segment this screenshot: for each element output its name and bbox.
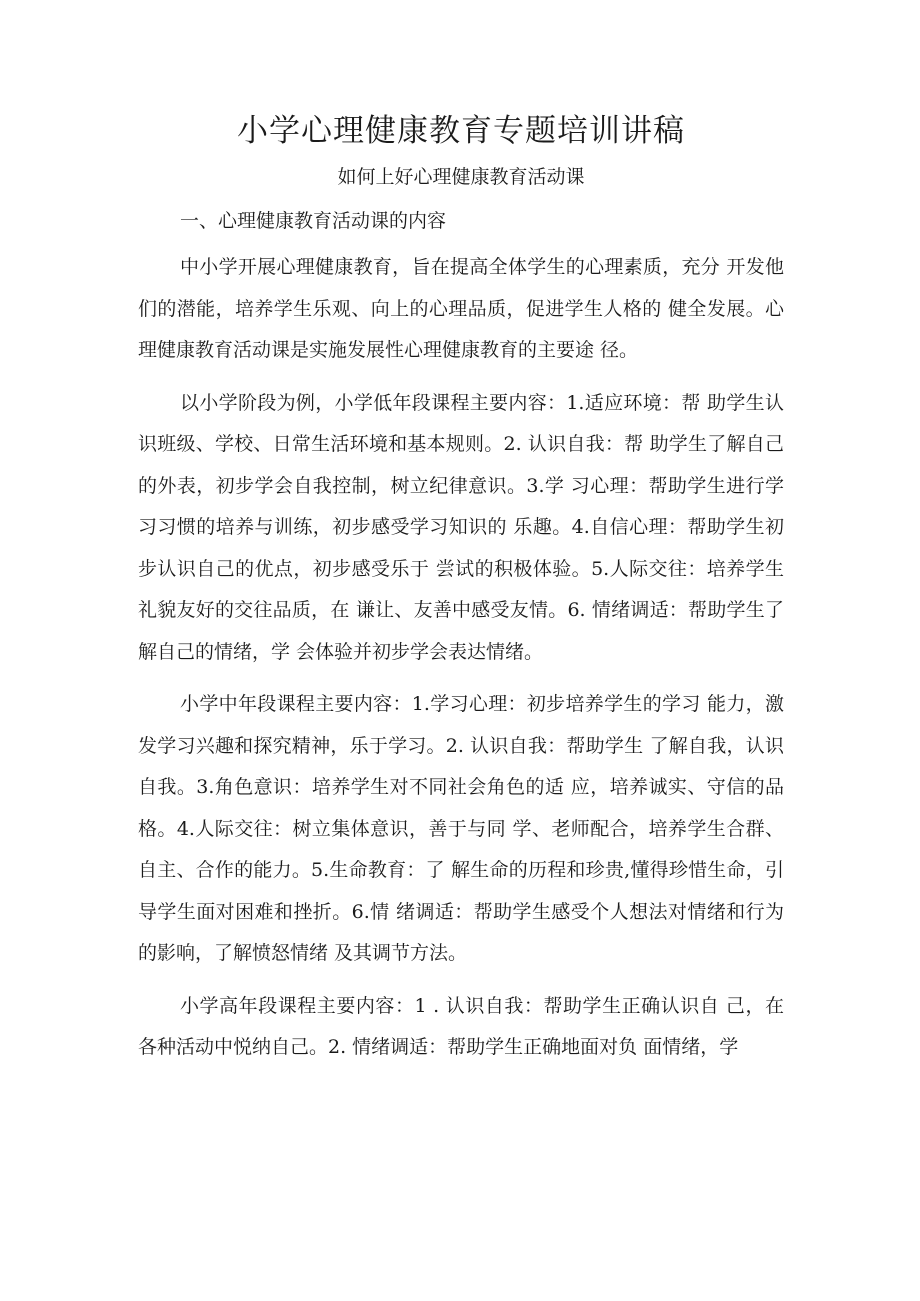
paragraph-intro: 中小学开展心理健康教育，旨在提高全体学生的心理素质，充分 开发他们的潜能，培养学生乐观、向上的心理品质，促进学生人格的 健全发展。心理健康教育活动课是实施发展性心理健康教育的主要途 径。 bbox=[138, 256, 784, 361]
document-title: 小学心理健康教育专题培训讲稿 bbox=[237, 113, 685, 149]
paragraph-lower-grade: 以小学阶段为例，小学低年段课程主要内容：1.适应环境：帮 助学生认识班级、学校、日常生活环境和基本规则。2. 认识自我：帮 助学生了解自己的外表，初步学会自我控制，树立纪律意识。3.学 习心理：帮助学生进行学习习惯的培养与训练，初步感受学习知识的 乐趣。4.自信心理：帮助学生初步认识自己的优点，初步感受乐于 尝试的积极体验。5.人际交往：培养学生礼貌友好的交往品质，在 谦让、友善中感受友情。6. 情绪调适：帮助学生了解自己的情绪，学 会体验并初步学会表达情绪。 bbox=[138, 391, 784, 663]
paragraph-middle-grade: 小学中年段课程主要内容：1.学习心理：初步培养学生的学习 能力，激发学习兴趣和探究精神，乐于学习。2. 认识自我：帮助学生 了解自我，认识自我。3.角色意识：培养学生对不同社会角色的适 应，培养诚实、守信的品格。4.人际交往：树立集体意识，善于与同 学、老师配合，培养学生合群、自主、合作的能力。5.生命教育：了 解生命的历程和珍贵,懂得珍惜生命，引导学生面对困难和挫折。6.情 绪调适：帮助学生感受个人想法对情绪和行为的影响，了解愤怒情绪 及其调节方法。 bbox=[138, 693, 784, 964]
paragraph-upper-grade: 小学高年段课程主要内容：1 . 认识自我：帮助学生正确认识自 己，在各种活动中悦纳自己。2. 情绪调适：帮助学生正确地面对负 面情绪，学 bbox=[138, 994, 784, 1058]
section-heading: 一、心理健康教育活动课的内容 bbox=[180, 210, 447, 232]
document-subtitle: 如何上好心理健康教育活动课 bbox=[337, 166, 585, 188]
